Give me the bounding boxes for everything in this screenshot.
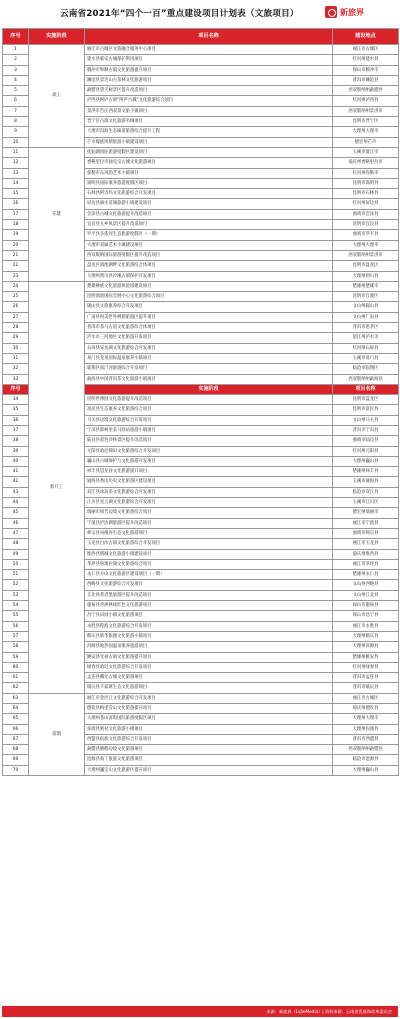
- project-location: 丽江市宁蒗县: [333, 518, 399, 528]
- row-number: 53: [3, 590, 29, 600]
- project-name: 师宗县凤凰谷生态文化旅游项目: [85, 528, 333, 538]
- project-name: 勐腊县望天树景区提升改造项目: [85, 86, 333, 96]
- project-name: 砚山县文旅康养综合开发项目: [85, 302, 333, 312]
- project-location: 大理州剑川县: [333, 271, 399, 281]
- row-number: 45: [3, 508, 29, 518]
- row-number: 57: [3, 631, 29, 641]
- source-footer: 来源：新旅界（LvJieMedia）| 资料来源：云南省发展和改革委员会: [2, 1006, 398, 1017]
- project-location: 红河州泸西县: [333, 96, 399, 106]
- row-number: 54: [3, 601, 29, 611]
- stage-cell: 新开工: [29, 281, 85, 693]
- project-location: 西双版纳州景洪市: [333, 106, 399, 116]
- table-row: [3, 693, 399, 703]
- project-name: 大理州苍山洱海国际旅游度假区项目: [85, 714, 333, 724]
- project-name: 维西县塔城文化旅游小镇建设项目: [85, 549, 333, 559]
- row-number: 46: [3, 518, 29, 528]
- project-location: 玉溪市江川区: [333, 498, 399, 508]
- project-location: 迪庆州香格里拉市: [333, 158, 399, 168]
- row-number: 9: [3, 127, 29, 137]
- project-name: 玉龙县白沙古镇文化旅游综合开发项目: [85, 539, 333, 549]
- row-number: 58: [3, 642, 29, 652]
- row-number: 41: [3, 467, 29, 477]
- project-location: 西双版纳州景洪市: [333, 250, 399, 260]
- project-location: 昆明市晋宁区: [333, 117, 399, 127]
- project-name: 丘北县普者黑旅游区提升改造项目: [85, 590, 333, 600]
- project-location: 玉溪市通海县: [333, 477, 399, 487]
- project-name: 丽江市金沙江文化旅游综合开发项目: [85, 693, 333, 703]
- project-name: 通海县秀山历史文化旅游区建设项目: [85, 477, 333, 487]
- row-number: 36: [3, 415, 29, 425]
- row-number: 43: [3, 487, 29, 497]
- row-number: 37: [3, 425, 29, 435]
- project-location: 保山市腾冲市: [333, 65, 399, 75]
- row-number: 25: [3, 292, 29, 302]
- project-name: 双江县冰岛茶文化旅游综合开发项目: [85, 487, 333, 497]
- row-number: 33: [3, 374, 29, 384]
- project-location: 大理州大理市: [333, 127, 399, 137]
- project-name: 镇沅县千家寨生态文化旅游项目: [85, 683, 333, 693]
- row-number: 49: [3, 549, 29, 559]
- project-location: 昆明市宜良县: [333, 220, 399, 230]
- row-number: 32: [3, 364, 29, 374]
- project-location: 曲靖市陆良县: [333, 436, 399, 446]
- project-location: 昆明市嵩明县: [333, 178, 399, 188]
- project-location: 德宏州瑞丽市: [333, 508, 399, 518]
- project-name: 沧源县翁丁佤族文化旅游项目: [85, 755, 333, 765]
- row-number: 40: [3, 456, 29, 466]
- project-name: 西畴县文化旅游综合开发项目: [85, 580, 333, 590]
- project-location: 昆明市盘龙区: [333, 261, 399, 271]
- row-number: 13: [3, 168, 29, 178]
- column-header-number: 序号: [3, 29, 29, 45]
- project-location: 临沧市双江县: [333, 487, 399, 497]
- project-location: 昆明市盘龙区: [333, 395, 399, 405]
- row-number: 44: [3, 498, 29, 508]
- project-location: 大理州弥渡县: [333, 724, 399, 734]
- project-location: 玉溪市易门县: [333, 353, 399, 363]
- row-number: 34: [3, 395, 29, 405]
- project-name: 会泽县古城文化旅游提升改造项目: [85, 209, 333, 219]
- project-location: 丽江市玉龙县: [333, 539, 399, 549]
- project-name: 华坪县鲁地拉湖文化旅游综合项目: [85, 559, 333, 569]
- project-name: 姚安县光禄古镇文化旅游提升项目: [85, 652, 333, 662]
- table-header-row: [3, 29, 399, 45]
- row-number: 30: [3, 343, 29, 353]
- project-name: 勐腊县磨憨边境文化旅游项目: [85, 745, 333, 755]
- project-location: 文山州马关县: [333, 415, 399, 425]
- project-location: 楚雄州禄丰县: [333, 467, 399, 477]
- project-location: 红河州元阳县: [333, 446, 399, 456]
- project-location: 普洱市镇沅县: [333, 683, 399, 693]
- project-name: 盘龙区滇池湖畔文化旅游综合体项目: [85, 261, 333, 271]
- stage-cell: 在建: [29, 147, 85, 281]
- row-number: 66: [3, 724, 29, 734]
- row-number: 48: [3, 539, 29, 549]
- row-number: 23: [3, 271, 29, 281]
- project-name: 弥渡县密祉文化旅游小镇项目: [85, 724, 333, 734]
- page-title: 云南省2021年“四个一百”重点建设项目计划表（文旅项目）: [60, 9, 299, 19]
- project-location: 迪庆州德钦县: [333, 704, 399, 714]
- project-name: 绿春县哈尼文化旅游综合开发项目: [85, 662, 333, 672]
- row-number: 18: [3, 220, 29, 230]
- project-name: 丽江市古城区文旅融合服务中心项目: [85, 45, 333, 55]
- project-location: 大理州大理市: [333, 714, 399, 724]
- project-name: 施甸县善洲林场红色文化旅游项目: [85, 601, 333, 611]
- project-location: 昆明市石林县: [333, 189, 399, 199]
- project-name: 罗平县多依河生态旅游度假区（一期）: [85, 230, 333, 240]
- project-location: 保山市施甸县: [333, 601, 399, 611]
- row-number: 69: [3, 755, 29, 765]
- project-name: 永仁县方山文化旅游区建设项目（一期）: [85, 570, 333, 580]
- row-number: 59: [3, 652, 29, 662]
- project-location: 红河州绿春县: [333, 662, 399, 672]
- project-name: 香格里拉市独克宗古城文化旅游项目: [85, 158, 333, 168]
- project-location: 玉溪市澄江市: [333, 147, 399, 157]
- row-number: 60: [3, 662, 29, 672]
- project-location: 红河州屏边县: [333, 199, 399, 209]
- project-location: 西双版纳州勐腊县: [333, 86, 399, 96]
- project-location: 曲靖市会泽县: [333, 209, 399, 219]
- project-location: 德宏州芒市: [333, 137, 399, 147]
- project-name: 易门县龙泉国际温泉康养小镇项目: [85, 353, 333, 363]
- project-name: 腾冲市和顺古镇文化旅游提升项目: [85, 65, 333, 75]
- project-location: 普洱市澜沧县: [333, 75, 399, 85]
- row-number: 62: [3, 683, 29, 693]
- project-name: 西盟县佤族文化旅游综合开发项目: [85, 734, 333, 744]
- row-number: 51: [3, 570, 29, 580]
- project-name: 勐海县中国普洱茶文化旅游小镇项目: [85, 374, 333, 384]
- project-name: 江川区星云湖文化旅游综合开发项目: [85, 498, 333, 508]
- project-location: 楚雄州楚雄市: [333, 281, 399, 291]
- row-number: 12: [3, 158, 29, 168]
- project-name: 瑞丽市姐告边境文化旅游综合项目: [85, 508, 333, 518]
- row-number: 47: [3, 528, 29, 538]
- project-name: 德钦县梅里雪山文化旅游提升项目: [85, 704, 333, 714]
- project-name: 大理州剑川县沙溪古镇保护开发项目: [85, 271, 333, 281]
- row-number: 11: [3, 147, 29, 157]
- project-location: 临沧市沧源县: [333, 755, 399, 765]
- row-number: 20: [3, 240, 29, 250]
- project-location: 曲靖市师宗县: [333, 528, 399, 538]
- project-location: 迪庆州维西县: [333, 549, 399, 559]
- stage-cell: 竣工: [29, 45, 85, 148]
- row-number: 24: [3, 281, 29, 291]
- row-number: 29: [3, 333, 29, 343]
- project-name: 抚仙湖国际旅游度假区建设项目: [85, 147, 333, 157]
- row-number: 31: [3, 353, 29, 363]
- project-location: 曲靖市罗平县: [333, 230, 399, 240]
- row-number: 3: [3, 65, 29, 75]
- project-location: 怒江州泸水市: [333, 333, 399, 343]
- project-name: 大理市双廊艺术小镇建设项目: [85, 240, 333, 250]
- project-name: 晋宁区古滇文化旅游名城项目: [85, 117, 333, 127]
- project-location: 普洱市西盟县: [333, 734, 399, 744]
- project-name: 禄丰县恐龙谷文化旅游提升项目: [85, 467, 333, 477]
- stage-cell: 前期: [29, 693, 85, 775]
- project-name: 昆明滇池国际会展中心文化旅游综合项目: [85, 292, 333, 302]
- project-location: 普洱市孟连县: [333, 673, 399, 683]
- project-name: 巍山县古城保护与文化旅游开发项目: [85, 456, 333, 466]
- project-name: 屏边县滴水苗城旅游小镇建设项目: [85, 199, 333, 209]
- project-location: 大理州鹤庆县: [333, 631, 399, 641]
- column-header-project-name: 项目名称: [85, 29, 333, 45]
- row-number: 16: [3, 199, 29, 209]
- row-number: 1: [3, 45, 29, 55]
- row-number: 50: [3, 559, 29, 569]
- project-name: 石屏县异龙湖文化旅游综合开发项目: [85, 343, 333, 353]
- row-number: 15: [3, 189, 29, 199]
- project-name: 马关县边境文化旅游综合开发项目: [85, 415, 333, 425]
- project-name: 西双版纳国际旅游度假区提升改造项目: [85, 250, 333, 260]
- project-location: 大理州巍山县: [333, 456, 399, 466]
- row-number: 67: [3, 734, 29, 744]
- project-name: 孟连县娜允古城文化旅游项目: [85, 673, 333, 683]
- xinlvjie-logo-icon: [325, 6, 337, 18]
- project-name: 弥勒市东风韵艺术小镇项目: [85, 168, 333, 178]
- table-row: [3, 147, 399, 157]
- project-name: 宜良县九乡风景区提升改造项目: [85, 220, 333, 230]
- project-name: 大理州巍宝山文化旅游区提升项目: [85, 765, 333, 775]
- project-name: 鹤庆县新华银器文化旅游小镇项目: [85, 631, 333, 641]
- row-number: 42: [3, 477, 29, 487]
- repeated-column-header: 项目名称: [333, 384, 399, 394]
- project-name: 宁洱县那柯里茶马驿站旅游小镇项目: [85, 425, 333, 435]
- repeated-column-header: 序号: [3, 384, 29, 394]
- project-location: 西双版纳州勐腊县: [333, 745, 399, 755]
- project-location: 红河州弥勒市: [333, 168, 399, 178]
- project-location: 丽江市华坪县: [333, 559, 399, 569]
- project-name: 普洱市茶马古道文化旅游综合体项目: [85, 323, 333, 333]
- project-location: 楚雄州永仁县: [333, 570, 399, 580]
- table-body: [3, 45, 399, 776]
- project-name: 昆明世博园文化旅游提升改造项目: [85, 395, 333, 405]
- project-location: 昆明市富民县: [333, 405, 399, 415]
- project-name: 永胜县程海文化旅游综合开发项目: [85, 621, 333, 631]
- row-number: 55: [3, 611, 29, 621]
- project-location: 西双版纳州勐海县: [333, 374, 399, 384]
- row-number: 5: [3, 86, 29, 96]
- row-number: 10: [3, 137, 29, 147]
- project-name: 富民县生态康养文化旅游综合项目: [85, 405, 333, 415]
- column-header-location: 建设地点: [333, 29, 399, 45]
- project-location: 丽江市古城区: [333, 45, 399, 55]
- row-number: 56: [3, 621, 29, 631]
- row-number: 2: [3, 55, 29, 65]
- project-location: 楚雄州姚安县: [333, 652, 399, 662]
- row-number: 28: [3, 323, 29, 333]
- repeated-column-header: 实施阶段: [85, 384, 333, 394]
- row-number: 38: [3, 436, 29, 446]
- project-location: 文山州丘北县: [333, 590, 399, 600]
- project-location: 临沧市临翔区: [333, 364, 399, 374]
- project-location: 大理州洱源县: [333, 642, 399, 652]
- project-location: 红河州石屏县: [333, 343, 399, 353]
- row-number: 65: [3, 714, 29, 724]
- project-name: 宁蒗县泸沽湖旅游区提升改造项目: [85, 518, 333, 528]
- row-number: 64: [3, 704, 29, 714]
- project-name: 广南县坝美世外桃源旅游区提升项目: [85, 312, 333, 322]
- row-number: 61: [3, 673, 29, 683]
- project-name: 建水县临安古城保护利用项目: [85, 55, 333, 65]
- project-location: 普洱市宁洱县: [333, 425, 399, 435]
- project-name: 陆良县彩色沙林景区提升改造项目: [85, 436, 333, 446]
- project-name: 泸西县阿庐古洞“阿庐古城”文化旅游综合项目: [85, 96, 333, 106]
- brand-name: 新旅界: [340, 7, 364, 17]
- project-name: 芒市傣族风情旅游小镇建设项目: [85, 137, 333, 147]
- project-name: 昌宁县田园小镇文化旅游项目: [85, 611, 333, 621]
- project-location: 丽江市永胜县: [333, 621, 399, 631]
- project-table: [2, 28, 399, 776]
- project-name: 楚雄彝族文化旅游体验园建设项目: [85, 281, 333, 291]
- table-row: [3, 281, 399, 291]
- row-number: 14: [3, 178, 29, 188]
- project-location: 昆明市官渡区: [333, 292, 399, 302]
- project-name: 嵩明县国际康养旅游度假区项目: [85, 178, 333, 188]
- project-name: 石林县阿诗玛文化旅游综合开发项目: [85, 189, 333, 199]
- row-number: 19: [3, 230, 29, 240]
- row-number: 22: [3, 261, 29, 271]
- project-location: 文山州砚山县: [333, 302, 399, 312]
- column-header-stage: 实施阶段: [29, 29, 85, 45]
- row-number: 17: [3, 209, 29, 219]
- row-number: 70: [3, 765, 29, 775]
- row-number: 4: [3, 75, 29, 85]
- project-name: 泸水市三河地区文化旅游开发项目: [85, 333, 333, 343]
- project-location: 红河州建水县: [333, 55, 399, 65]
- project-name: 澜沧县景迈山古茶林文化旅游项目: [85, 75, 333, 85]
- row-number: 21: [3, 250, 29, 260]
- project-location: 文山州西畴县: [333, 580, 399, 590]
- row-number: 8: [3, 117, 29, 127]
- row-number: 6: [3, 96, 29, 106]
- project-location: 大理州大理市: [333, 240, 399, 250]
- project-location: 保山市昌宁县: [333, 611, 399, 621]
- brand-logo: [325, 6, 364, 18]
- project-location: 大理州巍山县: [333, 765, 399, 775]
- row-number: 39: [3, 446, 29, 456]
- project-name: 元阳县哈尼梯田文化旅游综合开发项目: [85, 446, 333, 456]
- row-number: 7: [3, 106, 29, 116]
- project-name: 景洪市告庄西双景文旅小镇项目: [85, 106, 333, 116]
- table-row: [3, 45, 399, 55]
- project-location: 文山州广南县: [333, 312, 399, 322]
- row-number: 52: [3, 580, 29, 590]
- row-number: 27: [3, 312, 29, 322]
- project-name: 临翔区南汀河旅游综合开发项目: [85, 364, 333, 374]
- project-location: 普洱市思茅区: [333, 323, 399, 333]
- row-number: 68: [3, 745, 29, 755]
- row-number: 26: [3, 302, 29, 312]
- project-location: 丽江市古城区: [333, 693, 399, 703]
- row-number: 63: [3, 693, 29, 703]
- title-bar: [0, 0, 400, 26]
- project-name: 洱源县地热国温泉康养旅游项目: [85, 642, 333, 652]
- project-name: 大理市洱海生态廊道旅游综合提升工程: [85, 127, 333, 137]
- row-number: 35: [3, 405, 29, 415]
